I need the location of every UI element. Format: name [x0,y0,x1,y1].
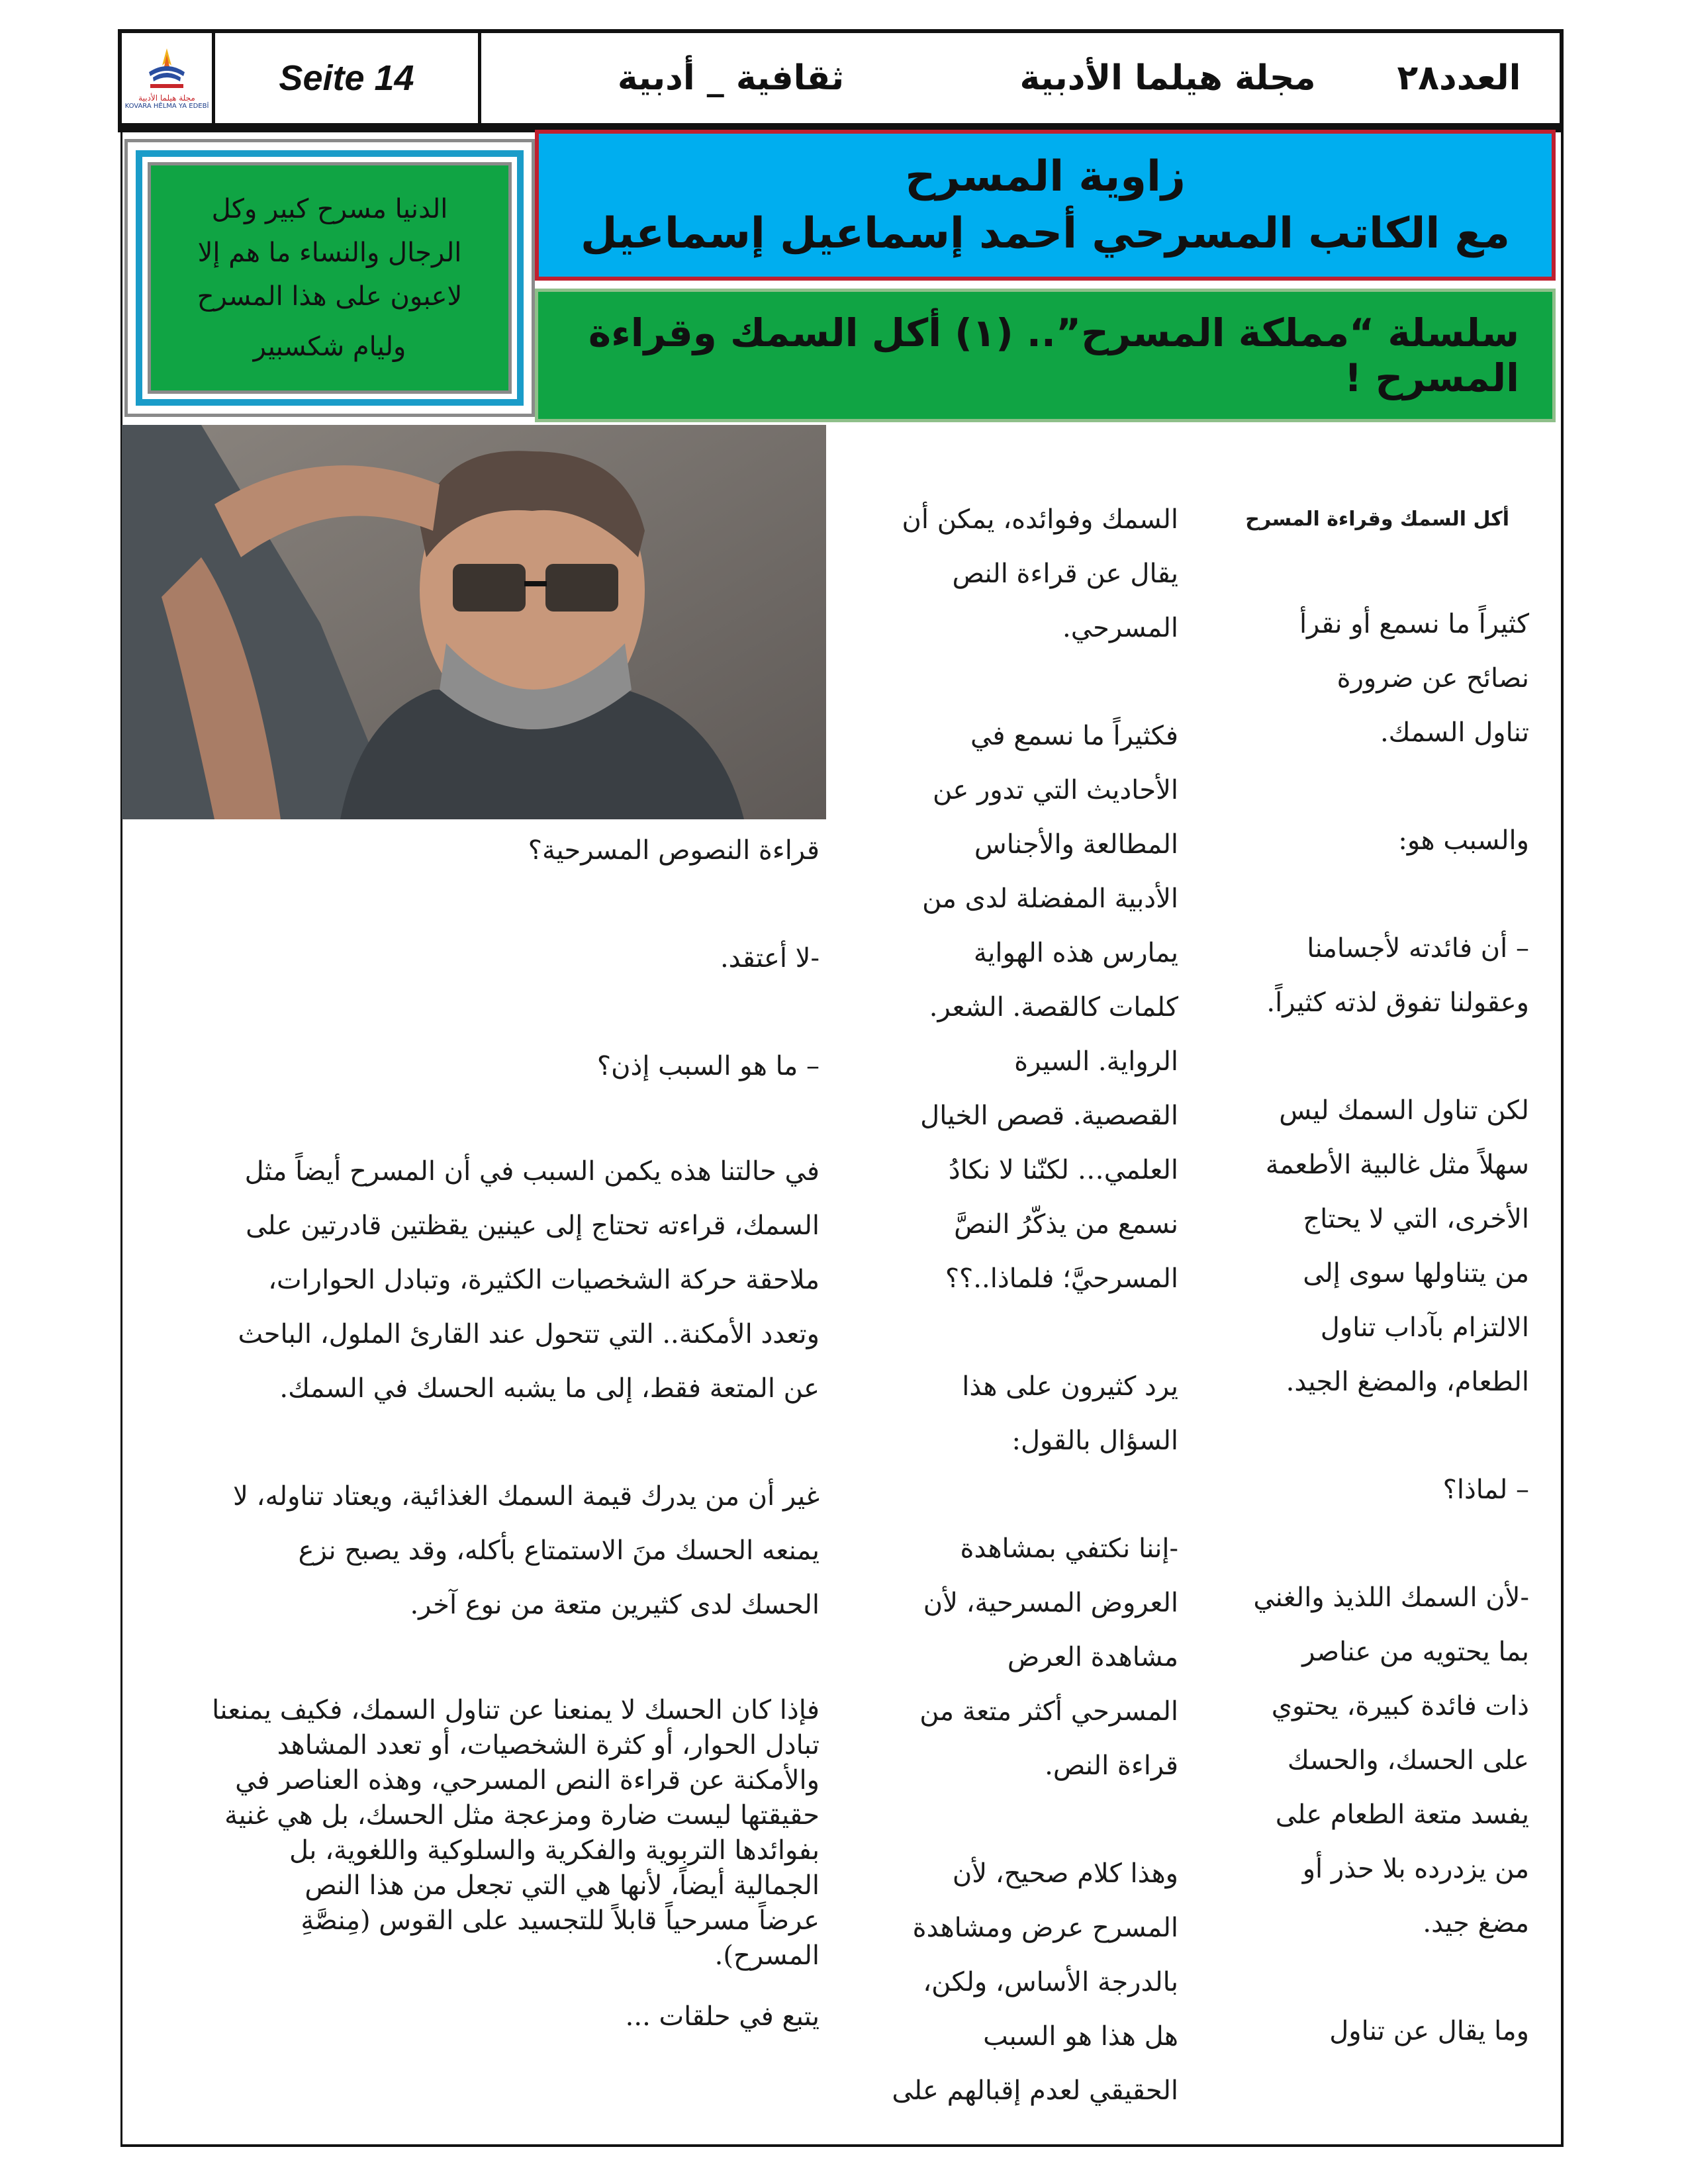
paragraph-line: فكثيراً ما نسمع في [970,721,1178,751]
paragraph-line: فإذا كان الحسك لا يمنعنا عن تناول السمك، فكيف يمنعنا [212,1695,820,1725]
issue-number: العدد٢٨ [1397,58,1521,98]
column-subtitle: أكل السمك وقراءة المسرح [1245,508,1509,531]
paragraph-line: عرضاً مسرحياً قابلاً للتجسيد على القوس (مِنصَّةِ [301,1905,820,1936]
paragraph-line: الجمالية أيضاً، لأنها هي التي تجعل من هذا النص [305,1870,820,1901]
paragraph-line: – ما هو السبب إذن؟ [596,1051,820,1081]
paragraph-line: تبادل الحوار، أو كثرة الشخصيات، أو تعدد المشاهد [277,1730,820,1760]
paragraph-line: لكن تناول السمك ليس [1279,1095,1529,1126]
paragraph-line: الالتزام بآداب تناول [1320,1312,1529,1343]
paragraph-line: الأخرى، التي لا يحتاج [1303,1204,1529,1234]
paragraph-line: القصصية. قصص الخيال [920,1101,1178,1131]
paragraph-line: – لماذا؟ [1442,1475,1529,1505]
paragraph-line: كثيراً ما نسمع أو نقرأ [1299,609,1529,639]
author-portrait [122,425,826,819]
column-title: زاوية المسرح [905,152,1186,201]
paragraph-line: يمنعه الحسك منَ الاستمتاع بأكله، وقد يصبح نزع [298,1535,820,1566]
paragraph-line: قراءة النصوص المسرحية؟ [528,835,820,866]
paragraph-line: مضغ جيد. [1423,1908,1529,1938]
paragraph-line: من يتناولها سوى إلى [1303,1258,1529,1289]
paragraph-line: والسبب هو: [1398,825,1529,856]
column-subtitle: مع الكاتب المسرحي أحمد إسماعيل إسماعيل [581,209,1510,258]
paragraph-line: العلمي… لكنّنا لا نكادُ [948,1155,1178,1185]
quote-line: لاعبون على هذا المسرح [197,281,463,312]
quote-line: الدنيا مسرح كبير وكل [211,194,448,224]
paragraph-line: من يزدرده بلا حذر أو [1302,1854,1529,1884]
paragraph-line: عن المتعة فقط، إلى ما يشبه الحسك في السمك. [279,1373,820,1404]
paragraph-line: الطعام، والمضغ الجيد. [1286,1367,1529,1397]
paragraph-line: غير أن من يدرك قيمة السمك الغذائية، ويعتاد تناوله، لا [233,1481,820,1512]
continuation-note: يتبع في حلقات ... [625,2001,820,2032]
series-box [535,289,1556,422]
paragraph-line: المسرحي أكثر متعة من [919,1696,1178,1727]
paragraph-line: تناول السمك. [1380,717,1529,748]
paragraph-line: يرد كثيرون على هذا [962,1371,1178,1402]
paragraph-line: يقال عن قراءة النص [952,559,1178,589]
paragraph-line: السمك، قراءته تحتاج إلى عينين يقظتين قادرتين على [246,1210,820,1241]
article-column-1 [1218,503,1529,2046]
section-label: ثقافية _ أدبية [617,58,845,98]
quote-author: وليام شكسبير [253,332,406,362]
paragraph-line: بفوائدها التربوية والفكرية والسلوكية واللغوية، بل [289,1835,820,1866]
logo-caption-latin: KOVARA HÊLMA YA EDEBÎ [124,103,209,110]
paragraph-line: -لا أعتقد. [720,943,820,974]
header-divider [478,33,481,123]
page-number: Seite 14 [279,58,414,98]
paragraph-line: – أن فائدته لأجسامنا [1307,933,1529,964]
paragraph-line: وعقولنا تفوق لذته كثيراً. [1266,987,1529,1018]
series-title: سلسلة “مملكة المسرح”.. (١) أكل السمك وقراءة المسرح ! [588,310,1519,400]
paragraph-line: المسرحيَّ؛ فلماذا..؟؟ [945,1263,1178,1294]
logo-caption: مجلة هيلما الأدبية [138,93,195,103]
paragraph-line: المسرح عرض ومشاهدة [912,1913,1178,1943]
paragraph-line: السمك وفوائده، يمكن أن [902,504,1178,535]
paragraph-line: في حالتنا هذه يكمن السبب في أن المسرح أيضاً مثل [244,1156,820,1187]
paragraph-line: المطالعة والأجناس [974,829,1178,860]
paragraph-line: ملاحقة حركة الشخصيات الكثيرة، وتبادل الحوارات، [268,1265,820,1295]
flame-logo-icon [144,46,190,93]
paragraph-line: المسرح). [714,1940,820,1971]
paragraph-line: وتعدد الأمكنة.. التي تتحول عند القارئ الملول، الباحث [238,1319,820,1349]
paragraph-line: قراءة النص. [1045,1751,1178,1781]
paragraph-line: نصائح عن ضرورة [1336,663,1529,694]
paragraph-line: الأحاديث التي تدور عن [933,775,1178,805]
paragraph-line: ذات فائدة كبيرة، يحتوي [1271,1691,1529,1721]
quote-box [124,139,535,417]
paragraph-line: والأمكنة عن قراءة النص المسرحي، وهذه العناصر في [235,1765,820,1796]
author-portrait-icon [122,425,826,819]
paragraph-line: مشاهدة العرض [1007,1642,1178,1672]
page-frame-bottom [120,2144,1564,2147]
paragraph-line: الحقيقي لعدم إقبالهم على [892,2075,1178,2106]
paragraph-line: يفسد متعة الطعام على [1275,1799,1529,1830]
paragraph-line: نسمع من يذكّرُ النصَّ [954,1209,1178,1240]
header-bar [118,29,1564,127]
column-title-box [535,130,1556,281]
paragraph-line: الأدبية المفضلة لدى من [922,884,1178,914]
page-frame-right [1561,130,1564,2147]
paragraph-line: -إننا نكتفي بمشاهدة [960,1533,1178,1564]
paragraph-line: على الحسك، والحسك [1287,1745,1529,1776]
paragraph-line: -لأن السمك اللذيذ والغني [1253,1582,1529,1613]
paragraph-line: بما يحتويه من عناصر [1302,1637,1529,1667]
paragraph-line: بالدرجة الأساس، ولكن، [923,1967,1178,1997]
paragraph-line: سهلاً مثل غالبية الأطعمة [1265,1150,1529,1180]
paragraph-line: وهذا كلام صحيح، لأن [952,1858,1178,1889]
paragraph-line: المسرحي. [1062,613,1178,643]
paragraph-line: الحسك لدى كثيرين متعة من نوع آخر. [410,1590,820,1620]
magazine-logo [122,33,212,123]
paragraph-line: العروض المسرحية، لأن [923,1588,1178,1618]
article-column-3 [151,834,820,2091]
paragraph-line: كلمات كالقصة. الشعر. [929,992,1178,1023]
paragraph-line: السؤال بالقول: [1011,1426,1178,1456]
paragraph-line: هل هذا هو السبب [983,2021,1178,2052]
paragraph-line: حقيقتها ليست ضارة ومزعجة مثل الحسك، بل هي غنية [224,1800,820,1831]
article-column-2 [861,503,1178,2106]
paragraph-line: يمارس هذه الهواية [973,938,1178,968]
quote-line: الرجال والنساء ما هم إلا [197,238,462,268]
magazine-title: مجلة هيلما الأدبية [1019,58,1316,98]
paragraph-line: الرواية. السيرة [1014,1046,1178,1077]
paragraph-line: وما يقال عن تناول [1329,2016,1529,2046]
